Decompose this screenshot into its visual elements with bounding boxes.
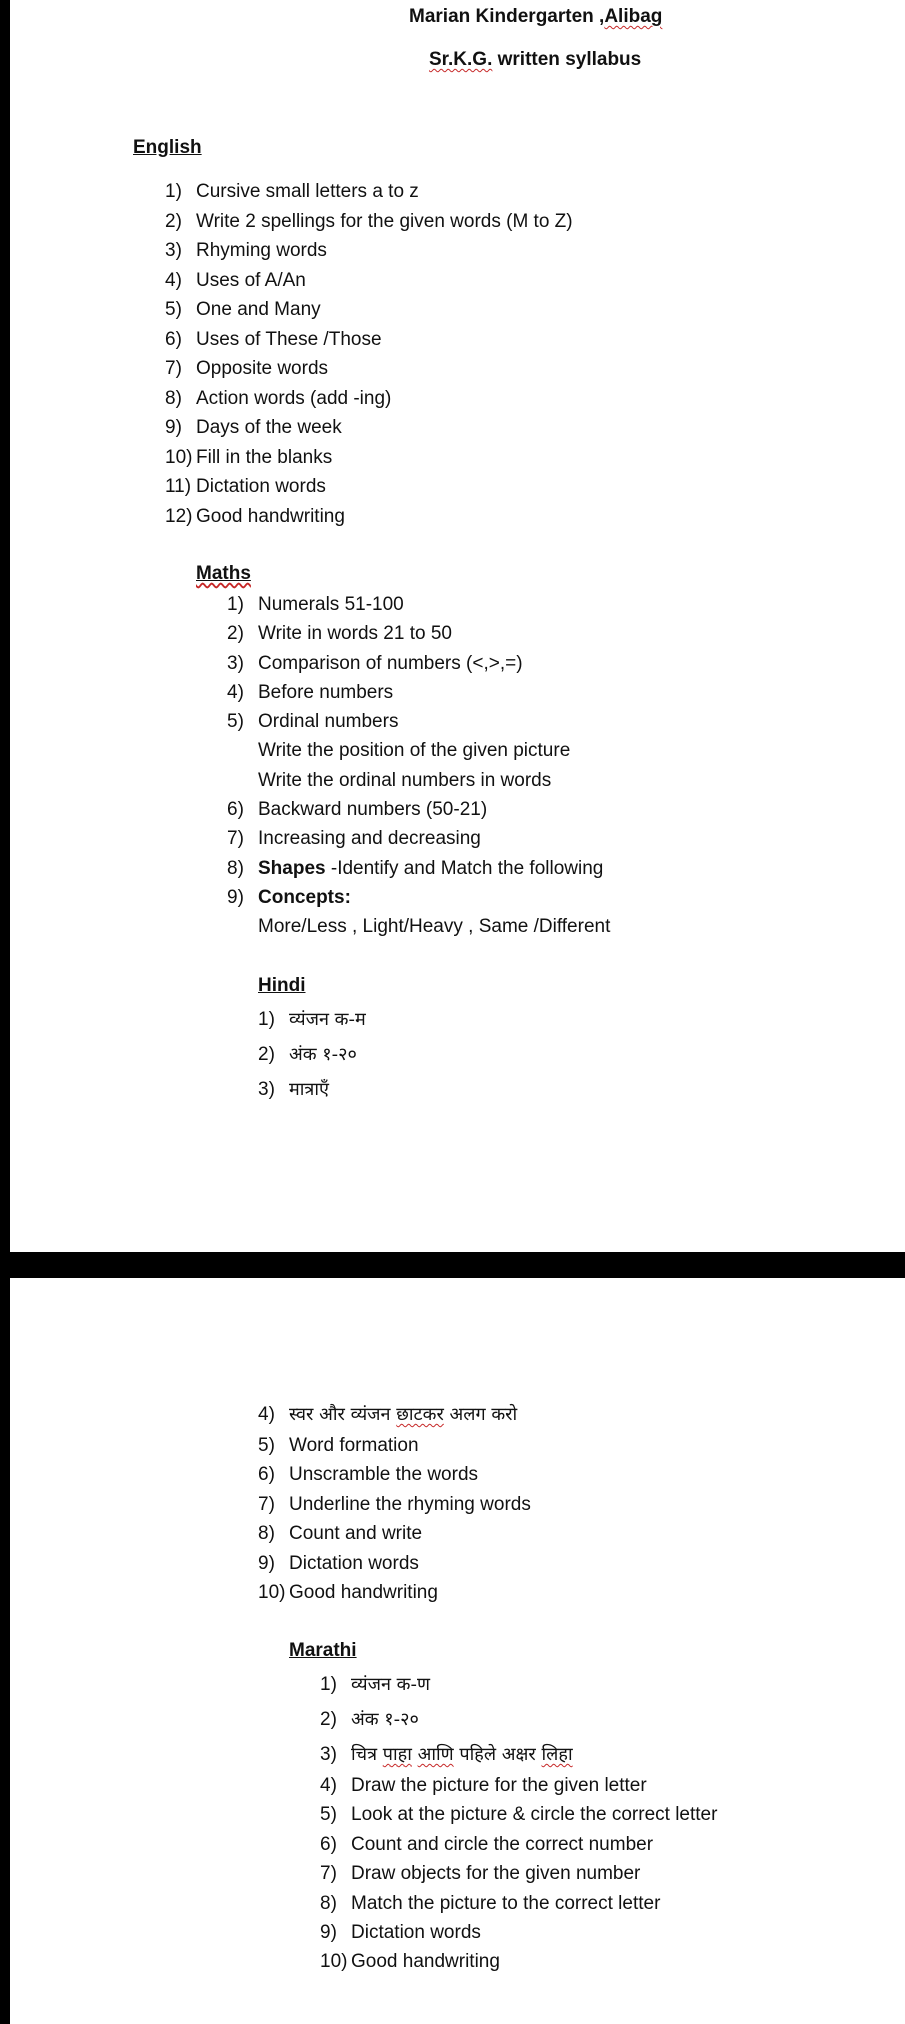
list-item: 9) Days of the week	[165, 417, 342, 438]
list-item: 9) Dictation words	[258, 1552, 419, 1574]
hindi-list-continued	[258, 1402, 531, 1609]
list-item: 5) Word formation	[258, 1435, 419, 1456]
list-subitem: More/Less , Light/Heavy , Same /Different	[258, 916, 611, 938]
list-item: 4) स्वर और व्यंजन छाटकर अलग करो	[258, 1404, 518, 1425]
document-page-1	[10, 0, 905, 1252]
list-item: 4) Uses of A/An	[165, 269, 306, 291]
list-item: 5) Ordinal numbers	[227, 711, 399, 733]
list-item: 3) चित्र पाहा आणि पहिले अक्षर लिहा	[320, 1744, 573, 1765]
list-item: 3) Rhyming words	[165, 240, 327, 261]
list-item: 10) Good handwriting	[258, 1581, 438, 1603]
list-item: 8) Match the picture to the correct letter	[320, 1892, 661, 1914]
list-item: 2) अंक १-२०	[320, 1709, 419, 1730]
list-item: 7) Increasing and decreasing	[227, 828, 481, 850]
list-item: 2) Write 2 spellings for the given words (M to Z)	[165, 210, 573, 232]
list-item: 3) मात्राएँ	[258, 1079, 329, 1100]
list-item: 6) Count and circle the correct number	[320, 1833, 654, 1855]
list-subitem: Write the position of the given picture	[258, 740, 571, 762]
list-item: 6) Uses of These /Those	[165, 328, 382, 350]
list-item: 1) Numerals 51-100	[227, 594, 404, 615]
list-item: 6) Unscramble the words	[258, 1464, 479, 1486]
list-item: 1) व्यंजन क-ण	[320, 1674, 430, 1695]
marathi-list	[320, 1672, 717, 1979]
english-list	[165, 179, 573, 533]
maths-list	[227, 592, 610, 944]
list-item: 1) व्यंजन क-म	[258, 1009, 366, 1030]
list-item: 1) Cursive small letters a to z	[165, 181, 419, 202]
list-item: 10) Good handwriting	[320, 1951, 500, 1973]
list-item: 2) Write in words 21 to 50	[227, 623, 452, 645]
list-item: 8) Action words (add -ing)	[165, 387, 392, 409]
document-page-2	[10, 1278, 905, 2024]
school-title: Marian Kindergarten ,Alibag	[409, 6, 663, 27]
list-item: 4) Draw the picture for the given letter	[320, 1775, 647, 1796]
list-item: 10) Fill in the blanks	[165, 446, 333, 468]
syllabus-title: Sr.K.G. written syllabus	[429, 49, 642, 70]
list-item: 8) Count and write	[258, 1523, 423, 1545]
list-item: 5) Look at the picture & circle the correct letter	[320, 1804, 718, 1826]
list-item: 2) अंक १-२०	[258, 1044, 357, 1065]
list-item: 5) One and Many	[165, 299, 321, 320]
list-subitem: Write the ordinal numbers in words	[258, 769, 552, 791]
hindi-list	[258, 1007, 366, 1112]
list-item: 12) Good handwriting	[165, 505, 345, 527]
list-item: 7) Opposite words	[165, 358, 329, 379]
maths-heading: Maths	[196, 563, 251, 584]
list-item: 7) Draw objects for the given number	[320, 1863, 641, 1885]
list-item: 6) Backward numbers (50-21)	[227, 799, 488, 821]
list-item: 4) Before numbers	[227, 681, 394, 703]
list-item: 3) Comparison of numbers (<,>,=)	[227, 652, 523, 674]
list-item: 7) Underline the rhyming words	[258, 1493, 531, 1515]
list-item: 9) Dictation words	[320, 1921, 481, 1943]
marathi-heading: Marathi	[289, 1640, 357, 1661]
list-item-concepts: 9) Concepts:	[227, 886, 351, 908]
english-heading: English	[133, 137, 202, 158]
list-item: 11) Dictation words	[165, 476, 326, 497]
list-item-shapes: 8) Shapes -Identify and Match the following	[227, 857, 604, 879]
hindi-heading: Hindi	[258, 975, 306, 996]
